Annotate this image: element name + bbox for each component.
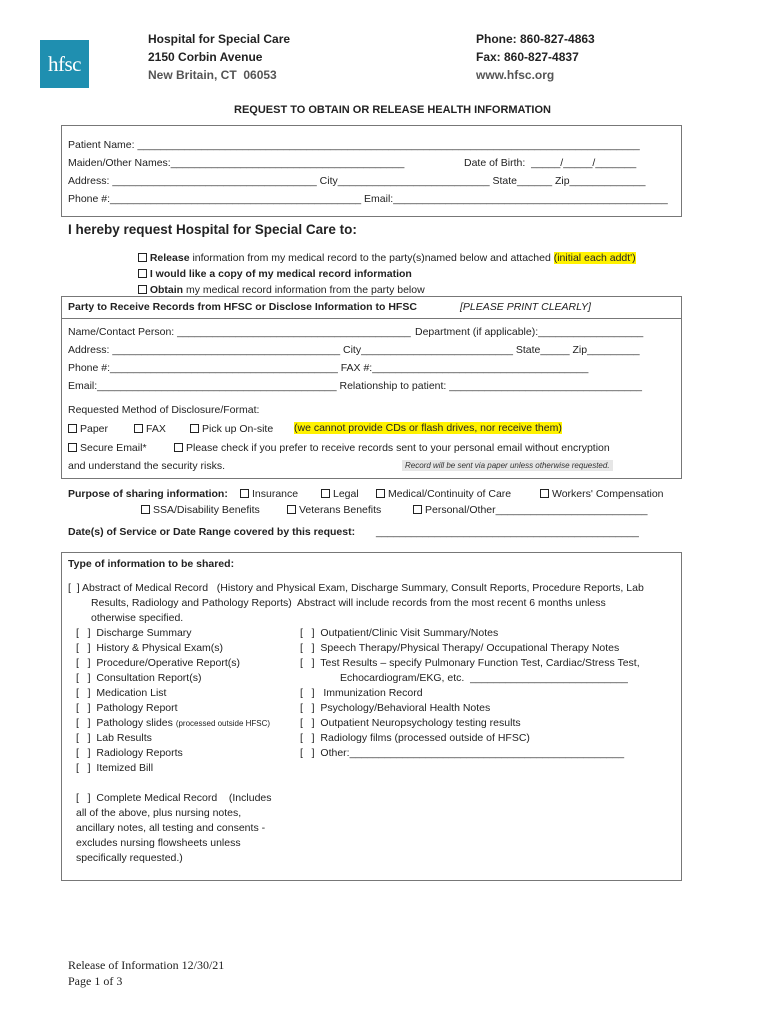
type-procedure-report[interactable]: [ ] Procedure/Operative Report(s) (76, 657, 240, 669)
footer-release: Release of Information 12/30/21 (68, 958, 225, 972)
type-test-results[interactable]: [ ] Test Results – specify Pulmonary Function Test, Cardiac/Stress Test, (300, 657, 640, 669)
medical-label: Medical/Continuity of Care (388, 488, 512, 500)
insurance-label: Insurance (252, 488, 299, 500)
workers-checkbox[interactable] (540, 489, 549, 498)
purpose-ssa[interactable] (141, 504, 260, 516)
purpose-legal[interactable] (321, 488, 359, 500)
release-text: information from my medical record to the party(s)named below and attached (189, 252, 554, 264)
hospital-phone: Phone: 860-827-4863 (476, 32, 595, 46)
type-lab-results[interactable]: [ ] Lab Results (76, 732, 152, 744)
hospital-city: New Britain, CT 06053 (148, 68, 277, 82)
method-fax-option[interactable] (134, 423, 166, 435)
paper-checkbox[interactable] (68, 424, 77, 433)
legal-label: Legal (333, 488, 359, 500)
secure-email-checkbox[interactable] (68, 443, 77, 452)
contact-person-field[interactable]: Name/Contact Person: ________________________________________ (68, 326, 411, 338)
test-results-specify-field[interactable]: Echocardiogram/EKG, etc. ___________________________ (340, 672, 628, 684)
medical-checkbox[interactable] (376, 489, 385, 498)
fax-checkbox[interactable] (134, 424, 143, 433)
legal-checkbox[interactable] (321, 489, 330, 498)
department-field[interactable]: Department (if applicable):__________________ (415, 326, 644, 338)
type-pathology-report[interactable]: [ ] Pathology Report (76, 702, 178, 714)
complete-record-text-4: excludes nursing flowsheets unless (76, 837, 241, 849)
method-label: Requested Method of Disclosure/Format: (68, 404, 260, 416)
patient-phone-email-field[interactable]: Phone #:___________________________________________ Email:_______________________________________________ (68, 193, 668, 205)
personal-label: Personal/Other__________________________ (425, 504, 648, 516)
purpose-insurance[interactable] (240, 488, 298, 500)
copy-label: I would like a copy of my medical record information (149, 268, 412, 280)
complete-record-text-2: all of the above, plus nursing notes, (76, 807, 242, 819)
type-therapy-notes[interactable]: [ ] Speech Therapy/Physical Therapy/ Occupational Therapy Notes (300, 642, 620, 654)
ssa-label: SSA/Disability Benefits (153, 504, 260, 516)
veterans-label: Veterans Benefits (299, 504, 382, 516)
type-psychology-notes[interactable]: [ ] Psychology/Behavioral Health Notes (300, 702, 491, 714)
obtain-text: my medical record information from the party below (183, 284, 425, 296)
fax-label: FAX (146, 423, 166, 435)
party-phone-fax-field[interactable]: Phone #:_______________________________________ FAX #:_____________________________________ (68, 362, 589, 374)
abstract-text-3: otherwise specified. (91, 612, 184, 624)
party-divider (61, 318, 682, 319)
type-other-field[interactable]: [ ] Other:_______________________________________________ (300, 747, 625, 759)
complete-record-text-5: specifically requested.) (76, 852, 183, 864)
date-of-birth-field[interactable]: Date of Birth: _____/_____/_______ (464, 157, 637, 169)
type-complete-record[interactable]: [ ] Complete Medical Record (Includes (76, 792, 272, 804)
secure-email-label: Secure Email* (80, 442, 147, 454)
patient-name-field[interactable]: Patient Name: ______________________________________________________________________________________ (68, 139, 640, 151)
hospital-street: 2150 Corbin Avenue (148, 50, 263, 64)
unencrypted-checkbox[interactable] (174, 443, 183, 452)
maiden-names-field[interactable]: Maiden/Other Names:________________________________________ (68, 157, 405, 169)
type-radiology-films[interactable]: [ ] Radiology films (processed outside of HFSC) (300, 732, 530, 744)
paper-default-note: Record will be sent via paper unless otherwise requested. (402, 460, 613, 471)
type-outpatient-visit[interactable]: [ ] Outpatient/Clinic Visit Summary/Notes (300, 627, 499, 639)
type-radiology-reports[interactable]: [ ] Radiology Reports (76, 747, 183, 759)
pathology-slides-note: (processed outside HFSC) (175, 719, 271, 728)
pickup-label: Pick up On-site (202, 423, 274, 435)
types-heading: Type of information to be shared: (68, 558, 235, 570)
method-pickup-option[interactable] (190, 423, 273, 435)
patient-address-field[interactable]: Address: ___________________________________ City__________________________ State______ Zip_____________ (68, 175, 646, 187)
type-neuropsychology-results[interactable]: [ ] Outpatient Neuropsychology testing results (300, 717, 521, 729)
obtain-label: Obtain (149, 284, 184, 296)
purpose-personal[interactable] (413, 504, 647, 516)
dates-label: Date(s) of Service or Date Range covered by this request: (68, 526, 356, 538)
release-label: Release (149, 252, 190, 264)
type-consultation-report[interactable]: [ ] Consultation Report(s) (76, 672, 202, 684)
purpose-veterans[interactable] (287, 504, 381, 516)
request-heading: I hereby request Hospital for Special Care to: (68, 222, 357, 237)
type-pathology-slides[interactable] (76, 717, 270, 729)
form-title: REQUEST TO OBTAIN OR RELEASE HEALTH INFORMATION (234, 104, 551, 116)
hospital-website[interactable]: www.hfsc.org (476, 68, 555, 82)
pickup-note: (we cannot provide CDs or flash drives, nor receive them) (294, 422, 562, 434)
pathology-slides-label: [ ] Pathology slides (76, 717, 173, 729)
type-medication-list[interactable]: [ ] Medication List (76, 687, 167, 699)
obtain-option[interactable] (132, 272, 425, 296)
ssa-checkbox[interactable] (141, 505, 150, 514)
pickup-checkbox[interactable] (190, 424, 199, 433)
purpose-workers[interactable] (540, 488, 664, 500)
paper-label: Paper (80, 423, 109, 435)
personal-checkbox[interactable] (413, 505, 422, 514)
purpose-medical[interactable] (376, 488, 511, 500)
party-heading: Party to Receive Records from HFSC or Disclose Information to HFSC (68, 301, 417, 313)
party-email-relationship-field[interactable]: Email:_________________________________________ Relationship to patient: _________________________________ (68, 380, 642, 392)
type-history-physical[interactable]: [ ] History & Physical Exam(s) (76, 642, 224, 654)
hfsc-logo: hfsc (40, 40, 89, 88)
secure-email-option[interactable] (68, 442, 147, 454)
insurance-checkbox[interactable] (240, 489, 249, 498)
obtain-checkbox[interactable] (138, 285, 147, 294)
workers-label: Workers' Compensation (552, 488, 664, 500)
party-address-field[interactable]: Address: _______________________________________ City__________________________ State_____ Zip_________ (68, 344, 640, 356)
abstract-text-2: Results, Radiology and Pathology Reports) Abstract will include records from the most recent 6 months unless (91, 597, 606, 609)
purpose-label: Purpose of sharing information: (68, 488, 228, 500)
unencrypted-label: Please check if you prefer to receive records sent to your personal email without encryption (186, 442, 610, 454)
hospital-name: Hospital for Special Care (148, 32, 291, 46)
security-risks-text: and understand the security risks. (68, 460, 225, 472)
type-discharge-summary[interactable]: [ ] Discharge Summary (76, 627, 192, 639)
print-clearly-note: [PLEASE PRINT CLEARLY] (460, 301, 591, 313)
footer-page-number: Page 1 of 3 (68, 974, 123, 988)
type-immunization-record[interactable]: [ ] Immunization Record (300, 687, 423, 699)
veterans-checkbox[interactable] (287, 505, 296, 514)
complete-record-text-3: ancillary notes, all testing and consents - (76, 822, 266, 834)
type-itemized-bill[interactable]: [ ] Itemized Bill (76, 762, 154, 774)
initial-note: (initial each addt') (553, 252, 636, 264)
unencrypted-email-option[interactable] (174, 442, 610, 454)
dates-field[interactable]: _____________________________________________ (376, 526, 639, 538)
abstract-option[interactable]: [ ] Abstract of Medical Record (History and Physical Exam, Discharge Summary, Consult Reports, Procedure Reports, Lab (68, 582, 644, 594)
method-paper-option[interactable] (68, 423, 108, 435)
hospital-fax: Fax: 860-827-4837 (476, 50, 579, 64)
